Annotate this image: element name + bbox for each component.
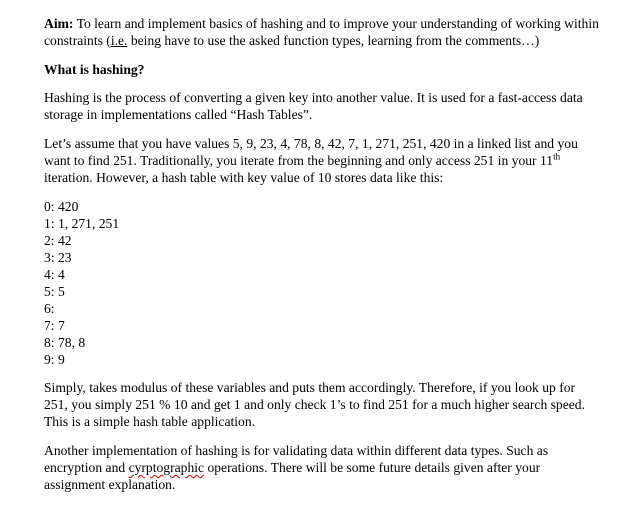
hash-table-list [44,198,600,368]
hash-table-row: 4: 4 [44,267,65,282]
hash-table-row: 9: 9 [44,352,65,367]
ordinal-superscript: th [553,151,561,162]
aim-text-end: being have to use the asked function types, learning from the comments…) [127,33,540,48]
aim-ie-abbreviation: i.e. [110,33,128,48]
aim-text-start: To learn and implement basics of hashing and to improve your understanding of working within constraints ( [44,16,599,48]
hash-table-row: 5: 5 [44,284,65,299]
aim-label: Aim: [44,16,74,31]
other-use-text-start: Another implementation of hashing is for validating data within different data types. Such as encryption and [44,443,549,475]
hash-table-row: 1: 1, 271, 251 [44,216,120,231]
example-paragraph [44,135,600,186]
explanation-paragraph: Simply, takes modulus of these variables and puts them accordingly. Therefore, if you look up for 251, you simply 251 % 10 and get 1 and only check 1’s to find 251 for a much higher search speed. This is a simple hash table application. [44,380,585,429]
hash-table-row: 8: 78, 8 [44,335,86,350]
hash-table-row: 2: 42 [44,233,72,248]
aim-paragraph [44,15,600,49]
intro-paragraph: Hashing is the process of converting a given key into another value. It is used for a fast-access data storage in implementations called “Hash Tables”. [44,90,583,122]
document-body [44,15,600,505]
hash-table-row: 6: [44,301,55,316]
hash-table-row: 7: 7 [44,318,65,333]
spelling-error-word[interactable]: cyrptographic [128,460,205,475]
other-use-text-end: operations. There will be some future details given after your assignment explanation. [44,460,541,492]
example-text-start: Let’s assume that you have values 5, 9, 23, 4, 78, 8, 42, 7, 1, 271, 251, 420 in a linked list and you want to find 251. Traditionally, you iterate from the beginning and only access 251 in your 11 [44,136,578,168]
other-use-paragraph [44,442,600,493]
hash-table-row: 0: 420 [44,199,79,214]
example-text-end: iteration. However, a hash table with key value of 10 stores data like this: [44,170,444,185]
hash-table-row: 3: 23 [44,250,72,265]
section-heading: What is hashing? [44,62,145,77]
